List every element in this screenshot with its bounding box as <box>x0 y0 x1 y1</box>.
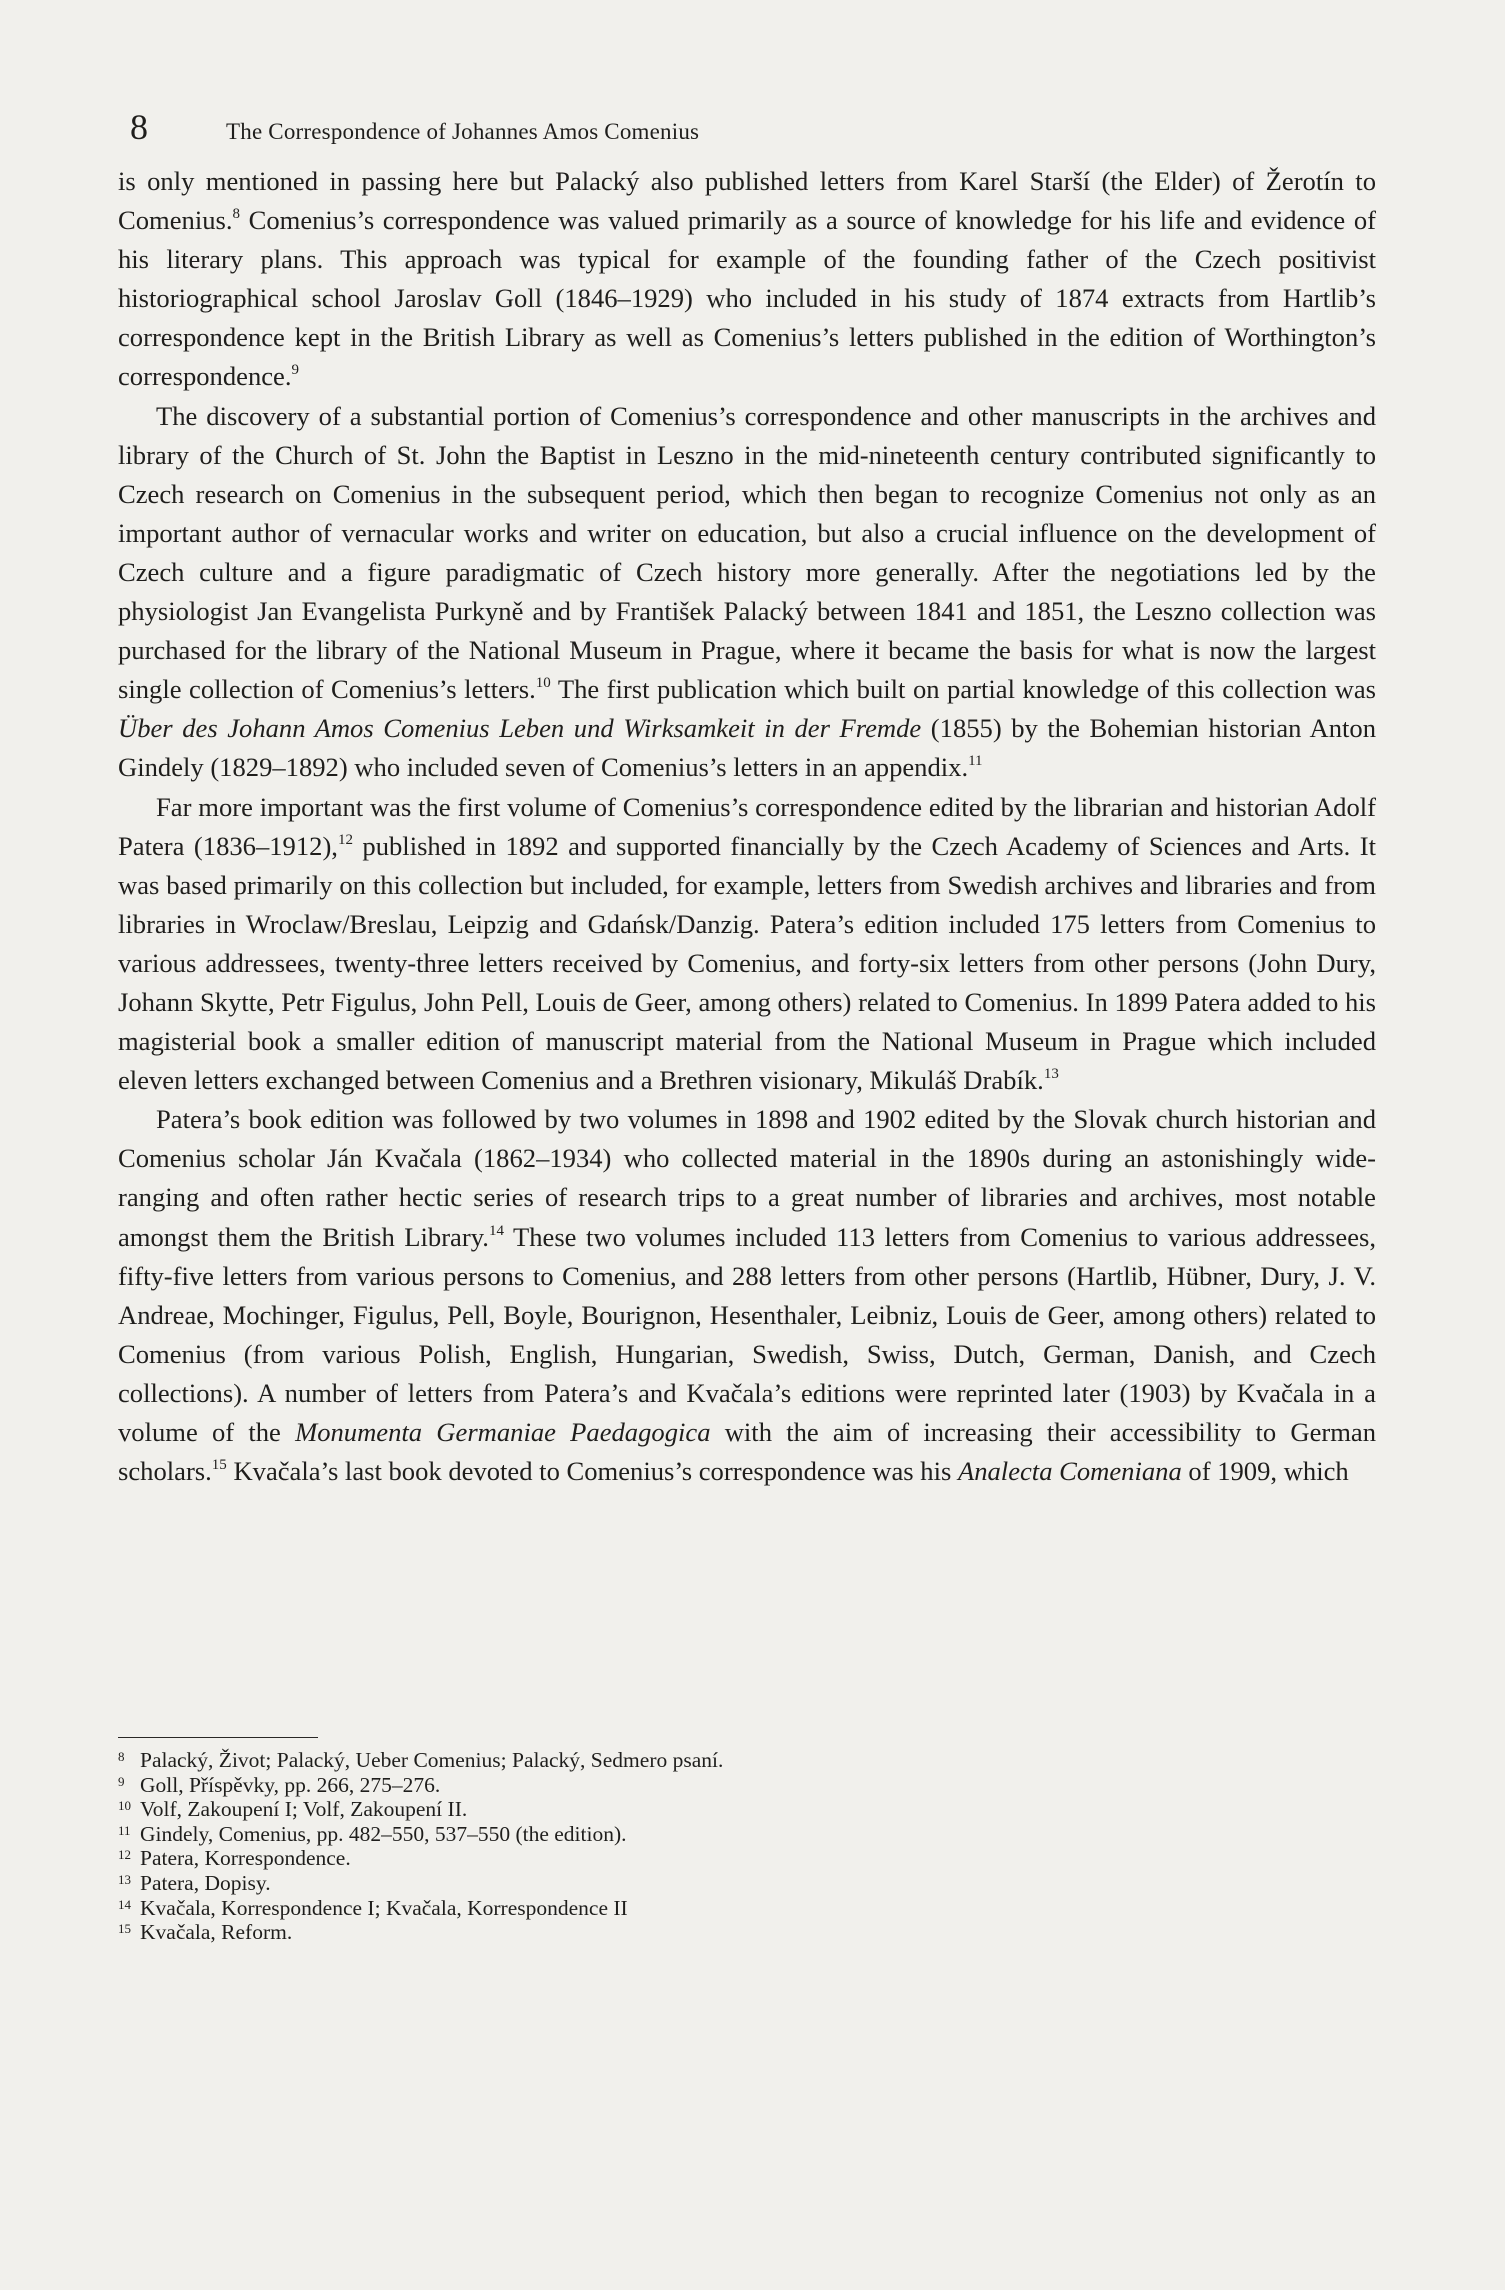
footnote-number: 13 <box>118 1871 131 1887</box>
running-title: The Correspondence of Johannes Amos Comenius <box>226 119 700 144</box>
text-run: These two volumes included 113 letters from Comenius to various addressees, fifty-five letters from various persons to Comenius, and 288 letters from other persons (Hartlib, Hübner, Dury, J. V. Andreae, Mochinger, Figulus, Pell, Boyle, Bourignon, Hesenthaler, Leibniz, Louis de Geer, among others) related to Comenius (from various Polish, English, Hungarian, Swedish, Swiss, Dutch, German, Danish, and Czech collections). A number of letters from Patera’s and Kvačala’s editions were reprinted later (1903) by Kvačala in a volume of the <box>118 1221 1376 1447</box>
footnote-ref: 13 <box>1043 1065 1059 1082</box>
footnote <box>118 1920 1218 1945</box>
footnote-text: Goll, Příspěvky, pp. 266, 275–276. <box>140 1772 441 1797</box>
footnote <box>118 1871 1218 1896</box>
footnote-number: 10 <box>118 1798 131 1814</box>
footnote-ref: 15 <box>211 1456 227 1473</box>
footnote-ref: 11 <box>968 753 983 770</box>
footnote <box>118 1748 1218 1773</box>
italic-title: Über des Johann Amos Comenius Leben und Wirksamkeit in der Fremde <box>118 713 922 744</box>
footnote <box>118 1846 1218 1871</box>
italic-title: Analecta Comeniana <box>957 1456 1182 1487</box>
text-run: with the aim of increasing their accessibility to German scholars. <box>118 1417 1377 1487</box>
footnote-text: Palacký, Život; Palacký, Ueber Comenius; Palacký, Sedmero psaní. <box>140 1748 724 1772</box>
text-run: The first publication which built on partial knowledge of this collection was <box>550 674 1376 705</box>
footnote <box>118 1797 1218 1822</box>
footnote-ref: 8 <box>232 205 241 222</box>
paragraph <box>118 397 1376 788</box>
footnote-text: Volf, Zakoupení I; Volf, Zakoupení II. <box>140 1797 468 1822</box>
footnote-ref: 9 <box>291 362 300 379</box>
text-run: Far more important was the first volume of Comenius’s correspondence edited by the librarian and historian Adolf Patera (1836–1912), <box>118 791 1376 861</box>
page-header <box>130 106 1380 156</box>
text-run: is only mentioned in passing here but Palacký also published letters from Karel Starší (the Elder) of Žerotín to Comenius. <box>118 166 1376 236</box>
paragraph <box>118 788 1376 1101</box>
footnote-text: Kvačala, Korrespondence I; Kvačala, Korrespondence II <box>140 1895 628 1920</box>
paragraph <box>118 162 1376 397</box>
footnote-text: Patera, Dopisy. <box>140 1870 271 1895</box>
text-run: The discovery of a substantial portion of Comenius’s correspondence and other manuscripts in the archives and library of the Church of St. John the Baptist in Leszno in the mid-nineteenth century contributed significantly to Czech research on Comenius in the subsequent period, which then began to recognize Comenius not only as an important author of vernacular works and writer on education, but also a crucial influence on the development of Czech culture and a figure paradigmatic of Czech history more generally. After the negotiations led by the physiologist Jan Evangelista Purkyně and by František Palacký between 1841 and 1851, the Leszno collection was purchased for the library of the National Museum in Prague, where it became the basis for what is now the largest single collection of Comenius’s letters. <box>118 400 1376 705</box>
paragraph <box>118 1100 1376 1491</box>
footnote-number: 11 <box>118 1822 131 1838</box>
italic-title: Monumenta Germaniae Paedagogica <box>295 1417 711 1447</box>
text-run: of 1909, which <box>1181 1456 1349 1487</box>
text-run: Kvačala’s last book devoted to Comenius’s correspondence was his <box>226 1456 958 1487</box>
footnote-number: 12 <box>118 1847 131 1863</box>
text-run: (1855) by the Bohemian historian Anton Gindely (1829–1892) who included seven of Comenius’s letters in an appendix. <box>118 713 1377 783</box>
footnote-text: Gindely, Comenius, pp. 482–550, 537–550 (the edition). <box>140 1821 627 1846</box>
text-run: published in 1892 and supported financially by the Czech Academy of Sciences and Arts. It was based primarily on this collection but included, for example, letters from Swedish archives and libraries and from libraries in Wroclaw/Breslau, Leipzig and Gdańsk/Danzig. Patera’s edition included 175 letters from Comenius to various addressees, twenty-three letters received by Comenius, and forty-six letters from other persons (John Dury, Johann Skytte, Petr Figulus, John Pell, Louis de Geer, among others) related to Comenius. In 1899 Patera added to his magisterial book a smaller edition of manuscript material from the National Museum in Prague which included eleven letters exchanged between Comenius and a Brethren visionary, Mikuláš Drabík. <box>118 830 1376 1096</box>
body-text <box>118 162 1376 1491</box>
page-number: 8 <box>130 107 148 147</box>
footnote <box>118 1822 1218 1847</box>
footnote-ref: 14 <box>488 1222 504 1239</box>
text-run: Patera’s book edition was followed by two volumes in 1898 and 1902 edited by the Slovak church historian and Comenius scholar Ján Kvačala (1862–1934) who collected material in the 1890s during an astonishingly wide-ranging and often rather hectic series of research trips to a great number of libraries and archives, most notable amongst them the British Library. <box>118 1104 1376 1252</box>
footnote-number: 15 <box>118 1921 131 1937</box>
footnote-text: Patera, Korrespondence. <box>140 1846 351 1871</box>
footnote-number: 9 <box>118 1773 125 1789</box>
footnote <box>118 1896 1218 1921</box>
footnote-text: Kvačala, Reform. <box>140 1920 293 1945</box>
footnote-divider <box>118 1737 318 1738</box>
footnote-number: 8 <box>118 1749 125 1764</box>
footnote <box>118 1773 1218 1798</box>
footnotes <box>118 1748 1218 1945</box>
text-run: Comenius’s correspondence was valued primarily as a source of knowledge for his life and evidence of his literary plans. This approach was typical for example of the founding father of the Czech positivist historiographical school Jaroslav Goll (1846–1929) who included in his study of 1874 extracts from Hartlib’s correspondence kept in the British Library as well as Comenius’s letters published in the edition of Worthington’s correspondence. <box>118 205 1376 392</box>
footnote-number: 14 <box>118 1896 131 1912</box>
footnote-ref: 10 <box>535 674 551 691</box>
footnote-ref: 12 <box>337 831 353 848</box>
